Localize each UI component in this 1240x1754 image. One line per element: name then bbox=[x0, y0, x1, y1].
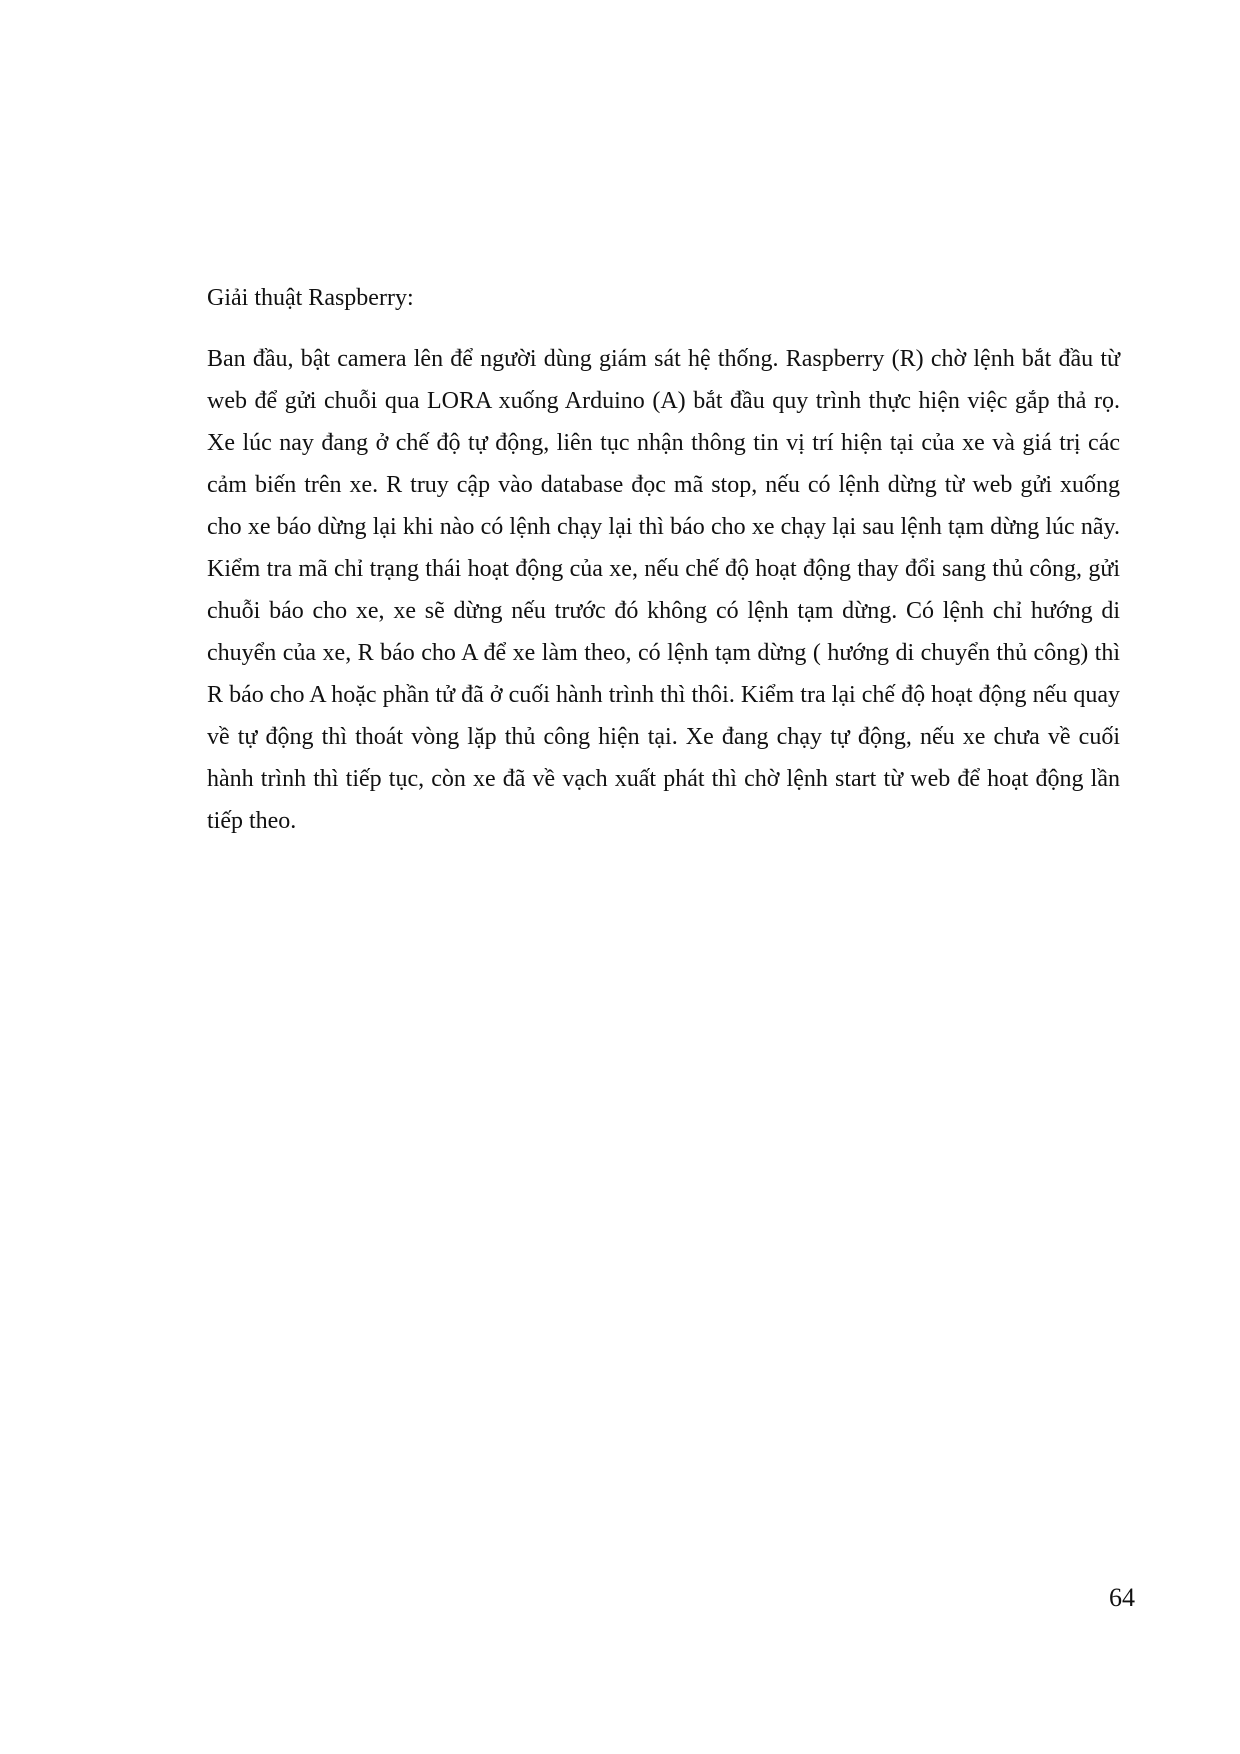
body-paragraph: Ban đầu, bật camera lên để người dùng giám sát hệ thống. Raspberry (R) chờ lệnh bắt đầu từ web để gửi chuỗi qua LORA xuống Arduino (A) bắt đầu quy trình thực hiện việc gắp thả rọ. Xe lúc nay đang ở chế độ tự động, liên tục nhận thông tin vị trí hiện tại của xe và giá trị các cảm biến trên xe. R truy cập vào database đọc mã stop, nếu có lệnh dừng từ web gửi xuống cho xe báo dừng lại khi nào có lệnh chạy lại thì báo cho xe chạy lại sau lệnh tạm dừng lúc nãy. Kiểm tra mã chỉ trạng thái hoạt động của xe, nếu chế độ hoạt động thay đổi sang thủ công, gửi chuỗi báo cho xe, xe sẽ dừng nếu trước đó không có lệnh tạm dừng. Có lệnh chỉ hướng di chuyển của xe, R báo cho A để xe làm theo, có lệnh tạm dừng ( hướng di chuyển thủ công) thì R báo cho A hoặc phần tử đã ở cuối hành trình thì thôi. Kiểm tra lại chế độ hoạt động nếu quay về tự động thì thoát vòng lặp thủ công hiện tại. Xe đang chạy tự động, nếu xe chưa về cuối hành trình thì tiếp tục, còn xe đã về vạch xuất phát thì chờ lệnh start từ web để hoạt động lần tiếp theo. bbox=[207, 346, 1120, 834]
section-heading: Giải thuật Raspberry: bbox=[207, 285, 414, 311]
page-content bbox=[207, 282, 1120, 842]
page-number: 64 bbox=[1109, 1583, 1135, 1612]
